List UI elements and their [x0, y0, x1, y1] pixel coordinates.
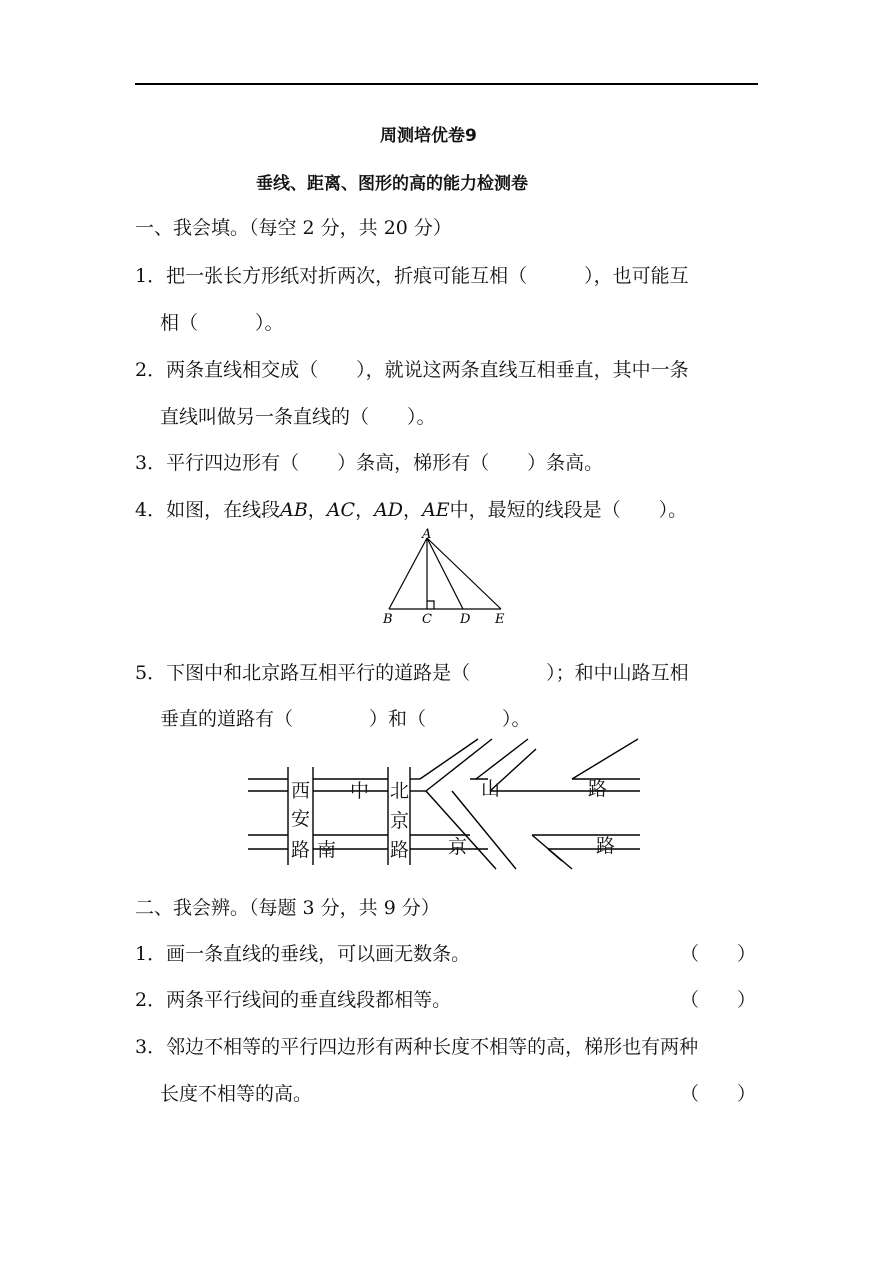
map-char-lu: 路: [390, 839, 410, 861]
judge-question1: 1．画一条直线的垂线，可以画无数条。: [135, 943, 471, 965]
map-char-nan: 南: [317, 839, 337, 861]
question2-line2: 直线叫做另一条直线的（ ）。: [160, 406, 436, 428]
label-d: D: [460, 612, 471, 627]
map-char-lu: 路: [596, 835, 616, 857]
segment-ae: AE: [422, 499, 450, 521]
map-char-jing: 京: [448, 836, 468, 858]
question3: 3．平行四边形有（ ）条高，梯形有（ ）条高。: [135, 452, 604, 474]
diagonal-road-edge: [548, 849, 562, 861]
segment-ae-line: [427, 538, 501, 609]
separator: ，: [307, 499, 327, 521]
map-char-lu: 路: [588, 778, 608, 800]
page-title: 周测培优卷9: [380, 126, 477, 146]
question1-line2: 相（ ）。: [160, 312, 284, 334]
header-rule: [135, 83, 758, 85]
question1-line1: 1．把一张长方形纸对折两次，折痕可能互相（ ），也可能互: [135, 265, 689, 287]
answer-paren: （ ）: [680, 943, 757, 965]
answer-paren: （ ）: [680, 989, 757, 1011]
label-b: B: [383, 612, 393, 627]
segment-ad-line: [427, 538, 463, 609]
label-e: E: [495, 612, 505, 627]
question4-prefix: 4．如图，在线段: [135, 499, 281, 521]
separator: ，: [403, 499, 423, 521]
diagonal-road-edge: [572, 739, 638, 779]
label-c: C: [422, 612, 432, 627]
label-a: A: [422, 527, 432, 542]
segment-ad: AD: [374, 499, 404, 521]
question5-line2: 垂直的道路有（ ）和（ ）。: [160, 708, 531, 730]
segment-ac: AC: [326, 499, 356, 521]
segment-ab-line: [389, 538, 427, 609]
road-map-figure: [240, 735, 650, 875]
answer-paren: （ ）: [680, 1083, 757, 1105]
segment-ab: AB: [280, 499, 308, 521]
question4: [135, 498, 687, 522]
judge-question3-line2: 长度不相等的高。: [160, 1083, 313, 1105]
page-subtitle: 垂线、距离、图形的高的能力检测卷: [256, 174, 528, 194]
map-char-shan: 山: [481, 778, 501, 800]
judge-question3-line1: 3．邻边不相等的平行四边形有两种长度不相等的高，梯形也有两种: [135, 1036, 699, 1058]
map-char-zhong: 中: [350, 780, 370, 802]
map-char-xi: 西: [291, 780, 311, 802]
section2-heading: 二、我会辨。（每题 3 分，共 9 分）: [135, 897, 440, 919]
question5-line1: 5．下图中和北京路互相平行的道路是（ ）；和中山路互相: [135, 662, 689, 684]
question2-line1: 2．两条直线相交成（ ），就说这两条直线互相垂直，其中一条: [135, 359, 689, 381]
map-char-bei: 北: [390, 780, 410, 802]
separator: ，: [355, 499, 375, 521]
map-char-lu: 路: [291, 839, 311, 861]
map-char-jing: 京: [390, 810, 410, 832]
triangle-figure: [375, 526, 515, 630]
right-angle-mark: [427, 601, 434, 609]
section1-heading: 一、我会填。（每空 2 分，共 20 分）: [135, 217, 452, 239]
question4-suffix: 中，最短的线段是（ ）。: [449, 499, 688, 521]
map-char-an: 安: [291, 808, 311, 830]
judge-question2: 2．两条平行线间的垂直线段都相等。: [135, 989, 452, 1011]
